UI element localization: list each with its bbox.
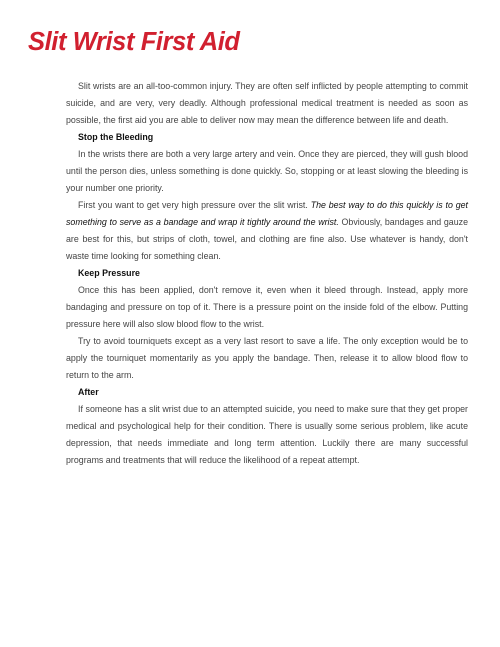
stop-bleeding-p2-tail: Obviously, bandages and gauze are best for this, but strips of cloth, towel, and clothing are fine also. Use whatever is handy, don't waste time looking for something clean. [66,217,468,261]
section-heading-after: After [78,387,99,397]
keep-pressure-paragraph-1: Once this has been applied, don't remove it, even when it bleed through. Instead, apply more bandaging and pressure on top of it. There is a pressure point on the inside fold of the elbow. Putting pressure here will also slow blood flow to the wrist. [66,285,468,329]
stop-bleeding-p2-emphasis: The best way to do this quickly is to get something to serve as a bandage and wrap it tightly around the wrist. [66,200,469,227]
after-paragraph-1: If someone has a slit wrist due to an attempted suicide, you need to make sure that they get proper medical and psychological help for their condition. There is usually some serious problem, like acute depression, that needs immediate and long term attention. Luckily there are many successful programs and treatments that will reduce the likelihood of a repeat attempt. [66,404,468,465]
section-heading-keep-pressure: Keep Pressure [78,268,140,278]
intro-paragraph: Slit wrists are an all-too-common injury. They are often self inflicted by people attempting to commit suicide, and are very, very deadly. Although professional medical treatment is needed as soon as possible, the first aid you are able to deliver now may mean the difference between life and death. [66,81,468,125]
stop-bleeding-p2-lead: First you want to get very high pressure over the slit wrist. [78,200,311,210]
page-title: Slit Wrist First Aid [28,28,240,56]
section-heading-stop-bleeding: Stop the Bleeding [78,132,154,142]
article-body [66,78,468,469]
stop-bleeding-paragraph-2 [66,197,468,265]
stop-bleeding-paragraph-1: In the wrists there are both a very large artery and vein. Once they are pierced, they will gush blood until the person dies, unless something is done quickly. So, stopping or at least slowing the bleeding is your number one priority. [66,149,468,193]
keep-pressure-paragraph-2: Try to avoid tourniquets except as a very last resort to save a life. The only exception would be to apply the tourniquet momentarily as you apply the bandage. Then, release it to allow blood flow to return to the arm. [66,336,468,380]
